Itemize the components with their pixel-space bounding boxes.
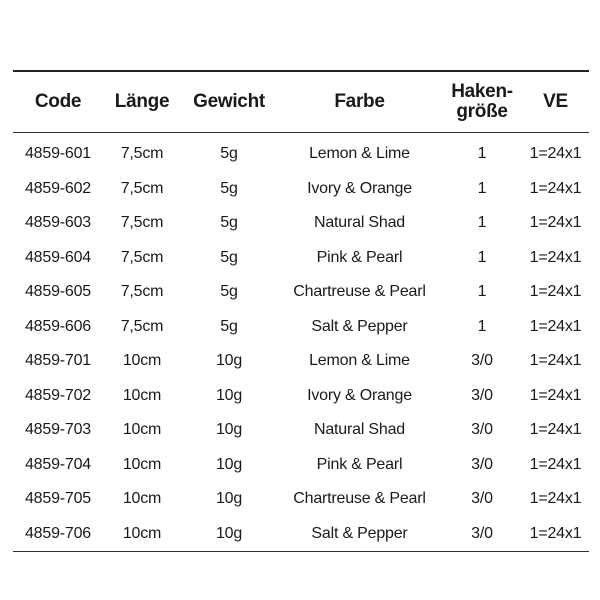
table-row bbox=[13, 517, 589, 552]
header-ve: VE bbox=[543, 91, 568, 112]
cell-code: 4859-702 bbox=[24, 386, 92, 404]
cell-haken: 1 bbox=[477, 179, 487, 197]
cell-haken: 1 bbox=[477, 283, 487, 301]
cell-haken: 3/0 bbox=[471, 524, 493, 542]
cell-laenge: 7,5cm bbox=[120, 317, 164, 335]
cell-ve: 1=24x1 bbox=[529, 179, 582, 197]
table-row bbox=[13, 206, 589, 241]
table-row bbox=[13, 172, 589, 207]
header-gewicht: Gewicht bbox=[193, 91, 265, 112]
header-code: Code bbox=[34, 91, 82, 112]
cell-laenge: 7,5cm bbox=[120, 248, 164, 266]
header-hakengroesse bbox=[442, 72, 522, 132]
cell-haken: 3/0 bbox=[471, 455, 493, 473]
cell-laenge: 7,5cm bbox=[120, 145, 164, 163]
cell-farbe: Pink & Pearl bbox=[316, 248, 403, 266]
cell-ve: 1=24x1 bbox=[529, 455, 582, 473]
table-row bbox=[13, 133, 589, 172]
cell-code: 4859-606 bbox=[24, 317, 92, 335]
cell-code: 4859-704 bbox=[24, 455, 92, 473]
product-table bbox=[13, 72, 589, 132]
table-row bbox=[13, 482, 589, 517]
cell-farbe: Salt & Pepper bbox=[311, 524, 408, 542]
cell-ve: 1=24x1 bbox=[529, 524, 582, 542]
cell-farbe: Natural Shad bbox=[314, 214, 405, 232]
cell-farbe: Ivory & Orange bbox=[307, 386, 412, 404]
cell-farbe: Natural Shad bbox=[314, 421, 405, 439]
cell-laenge: 10cm bbox=[122, 455, 162, 473]
cell-haken: 3/0 bbox=[471, 386, 493, 404]
table-row bbox=[13, 448, 589, 483]
cell-gewicht: 10g bbox=[215, 352, 243, 370]
cell-code: 4859-701 bbox=[24, 352, 92, 370]
cell-gewicht: 5g bbox=[220, 145, 238, 163]
cell-gewicht: 10g bbox=[215, 386, 243, 404]
cell-ve: 1=24x1 bbox=[529, 317, 582, 335]
cell-farbe: Salt & Pepper bbox=[311, 317, 408, 335]
table-row bbox=[13, 379, 589, 414]
header-hakengroesse-line2: größe bbox=[456, 101, 508, 122]
cell-ve: 1=24x1 bbox=[529, 145, 582, 163]
cell-haken: 1 bbox=[477, 248, 487, 266]
table-row bbox=[13, 241, 589, 276]
cell-gewicht: 5g bbox=[220, 283, 238, 301]
cell-gewicht: 10g bbox=[215, 490, 243, 508]
cell-laenge: 10cm bbox=[122, 386, 162, 404]
cell-code: 4859-601 bbox=[24, 145, 92, 163]
cell-gewicht: 10g bbox=[215, 455, 243, 473]
cell-laenge: 10cm bbox=[122, 524, 162, 542]
header-laenge: Länge bbox=[114, 91, 170, 112]
cell-farbe: Pink & Pearl bbox=[316, 455, 403, 473]
cell-code: 4859-706 bbox=[24, 524, 92, 542]
cell-haken: 3/0 bbox=[471, 490, 493, 508]
cell-haken: 1 bbox=[477, 214, 487, 232]
table-row bbox=[13, 275, 589, 310]
cell-code: 4859-602 bbox=[24, 179, 92, 197]
cell-ve: 1=24x1 bbox=[529, 248, 582, 266]
cell-laenge: 7,5cm bbox=[120, 179, 164, 197]
cell-haken: 1 bbox=[477, 317, 487, 335]
cell-code: 4859-605 bbox=[24, 283, 92, 301]
header-hakengroesse-line1: Haken- bbox=[451, 81, 513, 102]
cell-ve: 1=24x1 bbox=[529, 490, 582, 508]
product-table-body bbox=[13, 133, 589, 551]
cell-gewicht: 10g bbox=[215, 421, 243, 439]
cell-haken: 3/0 bbox=[471, 421, 493, 439]
cell-haken: 3/0 bbox=[471, 352, 493, 370]
cell-laenge: 10cm bbox=[122, 421, 162, 439]
header-farbe: Farbe bbox=[334, 91, 385, 112]
bottom-rule bbox=[13, 551, 589, 552]
cell-farbe: Lemon & Lime bbox=[309, 352, 410, 370]
cell-ve: 1=24x1 bbox=[529, 283, 582, 301]
cell-code: 4859-703 bbox=[24, 421, 92, 439]
cell-farbe: Lemon & Lime bbox=[309, 145, 410, 163]
table-row bbox=[13, 310, 589, 345]
cell-farbe: Chartreuse & Pearl bbox=[293, 283, 426, 301]
cell-ve: 1=24x1 bbox=[529, 214, 582, 232]
cell-laenge: 10cm bbox=[122, 352, 162, 370]
table-row bbox=[13, 344, 589, 379]
cell-haken: 1 bbox=[477, 145, 487, 163]
product-table-sheet bbox=[13, 70, 589, 552]
cell-gewicht: 10g bbox=[215, 524, 243, 542]
cell-ve: 1=24x1 bbox=[529, 421, 582, 439]
cell-farbe: Chartreuse & Pearl bbox=[293, 490, 426, 508]
cell-gewicht: 5g bbox=[220, 248, 238, 266]
cell-farbe: Ivory & Orange bbox=[307, 179, 412, 197]
cell-ve: 1=24x1 bbox=[529, 352, 582, 370]
cell-gewicht: 5g bbox=[220, 214, 238, 232]
cell-laenge: 10cm bbox=[122, 490, 162, 508]
header-row bbox=[13, 72, 589, 132]
cell-code: 4859-604 bbox=[24, 248, 92, 266]
table-row bbox=[13, 413, 589, 448]
cell-code: 4859-705 bbox=[24, 490, 92, 508]
cell-gewicht: 5g bbox=[220, 179, 238, 197]
cell-laenge: 7,5cm bbox=[120, 283, 164, 301]
cell-ve: 1=24x1 bbox=[529, 386, 582, 404]
cell-laenge: 7,5cm bbox=[120, 214, 164, 232]
cell-code: 4859-603 bbox=[24, 214, 92, 232]
cell-gewicht: 5g bbox=[220, 317, 238, 335]
